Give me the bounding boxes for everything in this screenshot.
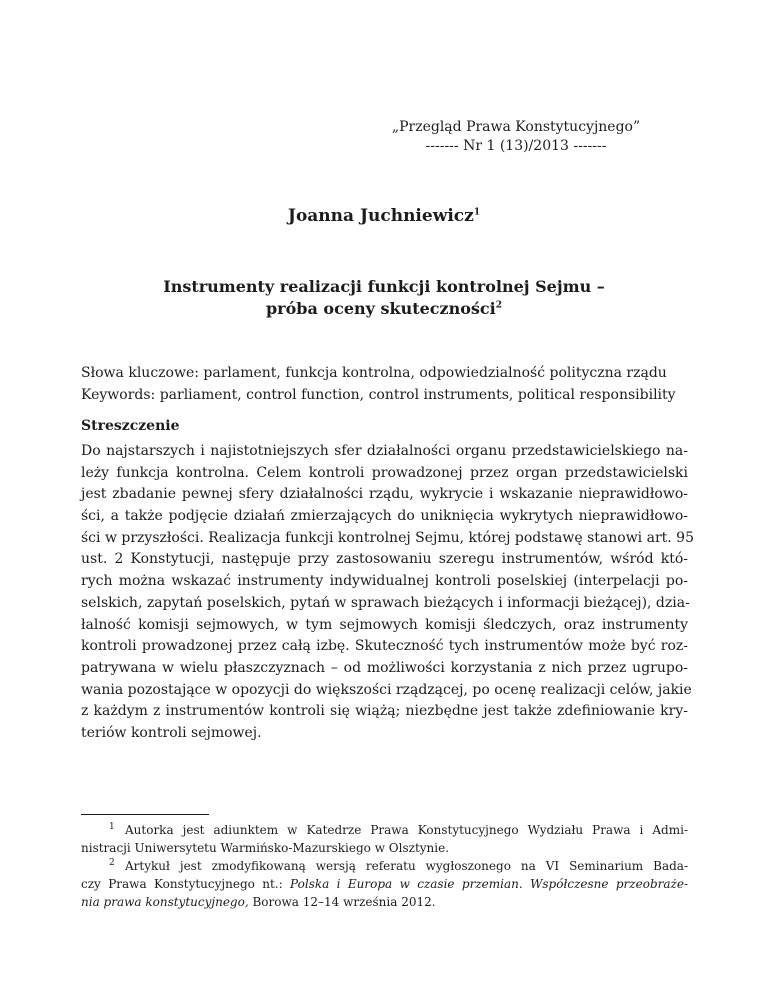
footnote-2-seminar-title-end: nia prawa konstytucyjnego, <box>81 895 249 909</box>
title-line-2 <box>0 298 768 320</box>
abstract-line: teriów kontroli sejmowej. <box>81 724 262 741</box>
keywords-block <box>81 362 691 406</box>
abstract-line: patrywana w wielu płaszczyznach – od możliwości korzystania z nich przez ugrupo- <box>81 659 688 676</box>
abstract-line: ści w przyszłości. Realizacja funkcji kontrolnej Sejmu, której podstawę stanowi art. 95 <box>81 529 694 546</box>
abstract-line: Do najstarszych i najistotniejszych sfer działalności organu przedstawicielskiego na- <box>81 443 688 459</box>
abstract-line: selskich, zapytań poselskich, pytań w sprawach bieżących i informacji bieżącej), dzia- <box>81 594 690 611</box>
author-name: Joanna Juchniewicz <box>287 206 474 226</box>
journal-issue: ------- Nr 1 (13)/2013 ------- <box>425 138 607 154</box>
footnote-2-line-1: 2 Artykuł jest zmodyfikowaną wersją referatu wygłoszonego na VI Seminarium Bada- <box>109 858 688 873</box>
author-footnote-mark[interactable]: 1 <box>473 207 481 218</box>
keywords-polish: Słowa kluczowe: parlament, funkcja kontrolna, odpowiedzialność polityczna rządu <box>81 365 667 381</box>
footnote-divider <box>81 814 209 815</box>
footnote-1-line-2: nistracji Uniwersytetu Warmińsko-Mazurskiego w Olsztynie. <box>81 841 450 855</box>
abstract-heading: Streszczenie <box>81 418 180 434</box>
author-name-block <box>0 206 768 226</box>
journal-header <box>376 118 656 156</box>
abstract-line: z każdym z instrumentów kontroli się wiążą; niezbędne jest także zdefiniowanie kry- <box>81 703 688 720</box>
footnote-2-seminar-title: Polska i Europa w czasie przemian. Współczesne przeobraże- <box>290 877 688 891</box>
abstract-line: kontroli prowadzonej przez całą izbę. Skuteczność tych instrumentów może być roz- <box>81 638 688 655</box>
title-footnote-mark[interactable]: 2 <box>495 300 503 311</box>
abstract-line: jest zbadanie pewnej sfery działalności rządu, wykrycie i wskazanie nieprawidłowo- <box>81 486 688 503</box>
keywords-english: Keywords: parliament, control function, control instruments, political responsibility <box>81 387 676 403</box>
footnote-2-text: Artykuł jest zmodyfikowaną wersją referatu wygłoszonego na VI Seminarium Bada- <box>125 859 688 873</box>
journal-name: „Przegląd Prawa Konstytucyjnego” <box>391 119 641 135</box>
abstract-line: ust. 2 Konstytucji, następuje przy zastosowaniu szeregu instrumentów, wśród któ- <box>81 551 688 568</box>
abstract-line: ści, a także podjęcie działań zmierzających do uniknięcia wykrytych nieprawidłowo- <box>81 508 688 525</box>
abstract-line: leży funkcja kontrolna. Celem kontroli prowadzonej przez organ przedstawicielski <box>81 464 688 481</box>
footnote-2-line-3-suffix: Borowa 12–14 września 2012. <box>248 895 436 909</box>
footnote-2-line-3 <box>81 893 688 911</box>
footnote-1-line-1: 1 Autorka jest adiunktem w Katedrze Prawa Konstytucyjnego Wydziału Prawa i Admi- <box>109 822 688 837</box>
title-line-2-text: próba oceny skuteczności <box>265 299 496 318</box>
footnote-2-line-2-prefix: czy Prawa Konstytucyjnego nt.: <box>81 877 291 891</box>
footnote-1-text: Autorka jest adiunktem w Katedrze Prawa Konstytucyjnego Wydziału Prawa i Admi- <box>125 823 688 837</box>
footnotes <box>81 821 688 911</box>
abstract-line: rych można wskazać instrumenty indywidualnej kontroli poselskiej (interpelacji po- <box>81 573 688 590</box>
abstract-line: wania pozostające w opozycji do większości rządzącej, po ocenę realizacji celów, jakie <box>81 681 692 698</box>
title-line-1: Instrumenty realizacji funkcji kontrolnej Sejmu – <box>163 277 605 296</box>
article-title <box>0 276 768 320</box>
footnote-2-line-2 <box>81 875 688 893</box>
abstract-line: łalność komisji sejmowych, w tym sejmowych komisji śledczych, oraz instrumenty <box>81 616 688 633</box>
abstract-body <box>81 441 694 745</box>
